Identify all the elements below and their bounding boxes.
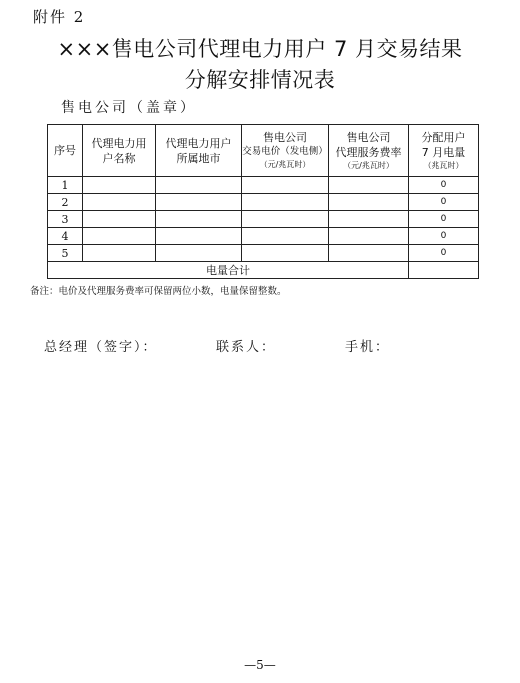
user-name-cell — [83, 228, 156, 245]
trade-price-cell — [242, 177, 329, 194]
user-name-cell — [83, 211, 156, 228]
header-trade-price — [242, 125, 329, 177]
header-user-name — [83, 125, 156, 177]
service-fee-cell — [329, 177, 409, 194]
attachment-label: 附件 2 — [33, 8, 86, 26]
header-user-city-line2: 所属地市 — [176, 151, 221, 165]
allocated-energy-cell: 0 — [409, 177, 479, 194]
service-fee-cell — [329, 194, 409, 211]
header-service-fee-line2: 代理服务费率 — [335, 145, 402, 159]
table-row — [48, 211, 479, 228]
table-note: 备注：电价及代理服务费率可保留两位小数，电量保留整数。 — [30, 286, 287, 297]
total-value-cell — [409, 262, 479, 279]
header-allocated-energy-line2: 7 月电量 — [421, 145, 466, 159]
contact-person-label: 联系人： — [216, 340, 277, 355]
trade-price-cell — [242, 211, 329, 228]
header-allocated-energy-unit: （兆瓦时） — [423, 160, 464, 170]
user-name-cell — [83, 245, 156, 262]
service-fee-cell — [329, 211, 409, 228]
trade-price-cell — [242, 245, 329, 262]
user-name-cell — [83, 194, 156, 211]
table-header-row — [48, 125, 479, 177]
user-city-cell — [156, 194, 242, 211]
table-row — [48, 228, 479, 245]
company-seal-label: 售电公司（盖章） — [61, 100, 197, 116]
header-seq — [48, 125, 83, 177]
allocation-table — [47, 124, 479, 279]
page-number: —5— — [244, 658, 276, 672]
service-fee-cell — [329, 245, 409, 262]
header-service-fee — [329, 125, 409, 177]
row-number: 1 — [48, 177, 83, 194]
user-city-cell — [156, 228, 242, 245]
header-user-city — [156, 125, 242, 177]
trade-price-cell — [242, 194, 329, 211]
row-number: 2 — [48, 194, 83, 211]
header-allocated-energy-line1: 分配用户 — [421, 130, 466, 144]
header-service-fee-line1: 售电公司 — [346, 130, 391, 144]
document-title: ×××售电公司代理电力用户 7 月交易结果 — [57, 37, 463, 61]
user-city-cell — [156, 211, 242, 228]
header-trade-price-line1: 售电公司 — [263, 131, 307, 144]
header-allocated-energy — [409, 125, 479, 177]
user-city-cell — [156, 245, 242, 262]
service-fee-cell — [329, 228, 409, 245]
table-row — [48, 177, 479, 194]
header-user-name-line1: 代理电力用 — [91, 136, 147, 150]
allocated-energy-cell: 0 — [409, 211, 479, 228]
header-seq-text: 序号 — [54, 144, 76, 157]
row-number: 3 — [48, 211, 83, 228]
header-user-name-line2: 户名称 — [102, 151, 136, 165]
allocated-energy-cell: 0 — [409, 194, 479, 211]
header-trade-price-unit: （元/兆瓦时） — [259, 160, 311, 169]
header-service-fee-unit: （元/兆瓦时） — [343, 160, 394, 170]
allocated-energy-cell: 0 — [409, 245, 479, 262]
row-number: 5 — [48, 245, 83, 262]
row-number: 4 — [48, 228, 83, 245]
table-row — [48, 245, 479, 262]
manager-signature-label: 总经理（签字）： — [44, 340, 158, 355]
header-user-city-line1: 代理电力用户 — [165, 136, 232, 150]
header-trade-price-line2: 交易电价（发电侧） — [242, 146, 328, 157]
total-label: 电量合计 — [48, 262, 409, 279]
total-row — [48, 262, 479, 279]
document-subtitle: 分解安排情况表 — [184, 68, 336, 92]
user-city-cell — [156, 177, 242, 194]
table-row — [48, 194, 479, 211]
user-name-cell — [83, 177, 156, 194]
allocated-energy-cell: 0 — [409, 228, 479, 245]
phone-label: 手机： — [345, 340, 391, 355]
trade-price-cell — [242, 228, 329, 245]
